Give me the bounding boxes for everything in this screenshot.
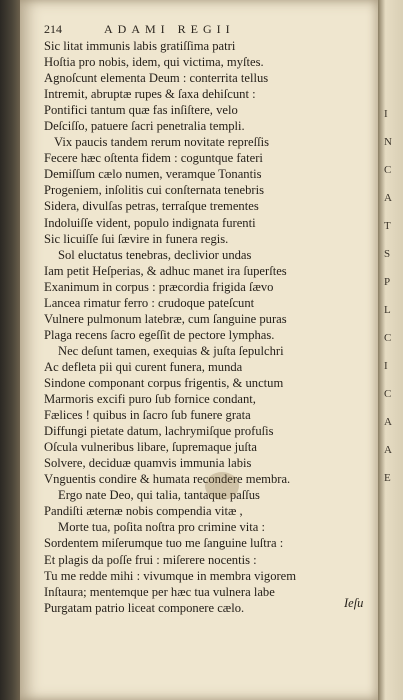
page-header — [44, 22, 364, 38]
text-line: Deſciſſo, patuere ſacri penetralia templi. — [44, 119, 245, 134]
facing-letter: S — [384, 248, 391, 260]
text-line: Ac defleta pii qui curent funera, munda — [44, 359, 243, 374]
text-line: Sidera, divulſas petras, terraſque trementes — [44, 199, 259, 214]
text-line: Oſcula vulneribus libare, ſupremaque juſta — [44, 440, 257, 455]
facing-letter: A — [384, 192, 392, 204]
text-line: Indoluiſſe vident, populo indignata furenti — [44, 215, 256, 230]
paper-stain — [205, 472, 239, 500]
text-line: Sic litat immunis labis gratiſſima patri — [44, 39, 236, 53]
facing-letter: I — [384, 360, 388, 372]
facing-letter: T — [384, 220, 391, 232]
facing-letter: A — [384, 416, 392, 428]
text-line: Plaga recens ſacro egeſſit de pectore lymphas. — [44, 327, 275, 342]
book-gutter — [0, 0, 20, 700]
text-line: Morte tua, poſita noſtra pro crimine vita : — [58, 520, 266, 535]
facing-letter: A — [384, 444, 392, 456]
catchword: Ieſu — [344, 596, 364, 610]
text-line: Inſtaura; mentemque per hæc tua vulnera labe — [44, 584, 275, 599]
text-line: Vix paucis tandem rerum novitate repreſſis — [54, 135, 270, 150]
text-line: Purgatam patrio liceat componere cælo. — [44, 600, 245, 615]
facing-letter: I — [384, 108, 388, 120]
facing-letter: L — [384, 304, 391, 316]
text-line: Fecere hæc oſtenta fidem : coguntque fateri — [44, 151, 263, 166]
text-line: Vnguentis condire & humata recondere membra. — [44, 472, 291, 487]
running-head: ADAMI REGII — [104, 22, 235, 36]
text-line: Intremit, abruptæ rupes & ſaxa dehiſcunt : — [44, 87, 256, 102]
text-line: Sic licuiſſe ſui ſævire in funera regis. — [44, 231, 229, 246]
text-line: Agnoſcunt elementa Deum : conterrita tellus — [44, 71, 269, 86]
facing-letter: C — [384, 388, 392, 400]
text-line: Hoſtia pro nobis, idem, qui victima, myſtes. — [44, 55, 264, 70]
poem-text — [44, 38, 374, 616]
text-line: Diffungi pietate datum, lachrymiſque profuſis — [44, 424, 274, 439]
facing-letter: E — [384, 472, 391, 484]
text-line: Pandiſti æternæ nobis compendia vitæ , — [44, 504, 243, 519]
facing-letter: N — [384, 136, 392, 148]
facing-letter: C — [384, 164, 392, 176]
text-line: Iam petit Heſperias, & adhuc manet ira ſuperſtes — [44, 263, 287, 278]
text-line: Demiſſum cælo numen, veramque Tonantis — [44, 167, 262, 182]
text-line: Marmoris excifi puro ſub fornice condant, — [44, 392, 256, 407]
facing-page-letters — [384, 100, 398, 492]
text-line: Progeniem, inſolitis cui conſternata tenebris — [44, 183, 264, 198]
text-line: Nec deſunt tamen, exequias & juſta ſepulchri — [58, 343, 284, 358]
facing-letter: P — [384, 276, 391, 288]
facing-letter: C — [384, 332, 392, 344]
text-line: Sindone componant corpus frigentis, & unctum — [44, 375, 284, 390]
text-line: Solvere, deciduæ quamvis immunia labis — [44, 456, 252, 471]
text-line: Exanimum in corpus : præcordia frigida ſævo — [44, 279, 274, 294]
text-line: Fælices ! quibus in ſacro ſub funere grata — [44, 408, 251, 423]
text-line: Lancea rimatur ferro : crudoque pateſcunt — [44, 295, 255, 310]
page-number: 214 — [44, 22, 62, 36]
text-line: Vulnere pulmonum latebræ, cum ſanguine puras — [44, 311, 287, 326]
text-line: Ergo nate Deo, qui talia, tantaque paſſus — [58, 488, 260, 503]
text-line: Et plagis da poſſe frui : miſerere nocentis : — [44, 552, 257, 567]
text-line: Sordentem miſerumque tuo me ſanguine luſtra : — [44, 536, 284, 551]
text-line: Tu me redde mihi : vivumque in membra vigorem — [44, 568, 297, 583]
text-line: Pontifici tantum quæ fas inſiſtere, velo — [44, 103, 238, 118]
text-line: Sol eluctatus tenebras, declivior undas — [58, 247, 252, 262]
